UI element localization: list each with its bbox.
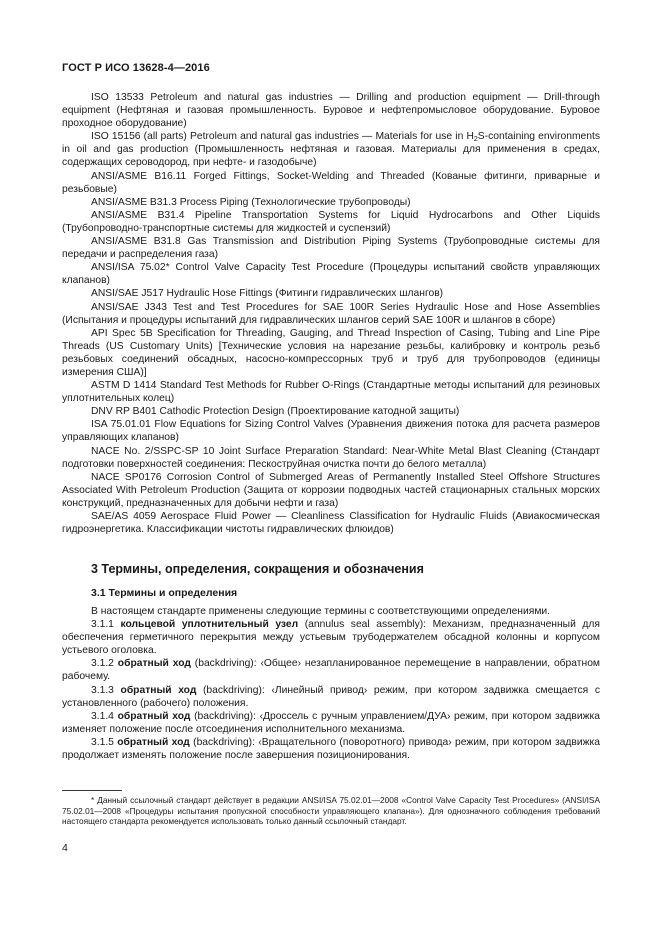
definition-text: (backdriving): ‹Вращательного (поворотного) привода› режим, при котором задвижка продолжает изменять положение после завершения позиционирования. xyxy=(62,736,600,762)
footnote xyxy=(62,795,600,827)
definition-term: кольцевой уплотнительный узел xyxy=(120,619,299,631)
reference-item: DNV RP B401 Cathodic Protection Design (Проектирование катодной защиты) xyxy=(91,406,460,418)
section-title: 3 Термины, определения, сокращения и обозначения xyxy=(91,562,424,576)
definition-text: (backdriving): ‹Общее› незапланированное перемещение в направлении, обратном рабочему. xyxy=(62,658,600,683)
reference-item: ANSI/ASME B31.3 Process Piping (Технологические трубопроводы) xyxy=(91,196,411,208)
document-header: ГОСТ Р ИСО 13628-4—2016 xyxy=(62,62,210,74)
definition-number: 3.1.4 xyxy=(91,710,114,722)
reference-item: ANSI/ASME B31.8 Gas Transmission and Distribution Piping Systems (Трубопроводные системы для передачи и распределения газа) xyxy=(62,236,600,261)
definition-item xyxy=(62,684,600,710)
definition-number: 3.1.5 xyxy=(91,736,114,748)
page-number: 4 xyxy=(62,842,68,854)
normative-references xyxy=(62,91,600,536)
definition-text: (backdriving): ‹Линейный привод› режим, при котором задвижка смещается с установленного (рабочего) положения. xyxy=(62,684,600,709)
reference-item: API Spec 5B Specification for Threading, Gauging, and Thread Inspection of Casing, Tubing and Line Pipe Threads (US Customary Units) [Технические условия на нарезание резьбы, калибровку и контроль резьб резьбовых соединений обсадных, насосно-компрессорных труб и труб для трубопроводов (единицы измерения США)] xyxy=(62,327,600,378)
definition-number: 3.1.3 xyxy=(91,684,114,696)
definition-number: 3.1.2 xyxy=(91,658,114,670)
reference-item: NACE No. 2/SSPC-SP 10 Joint Surface Preparation Standard: Near-White Metal Blast Cleaning (Стандарт подготовки поверхностей соединения: Пескоструйная очистка почти до белого металла) xyxy=(62,445,600,470)
reference-item: ISA 75.01.01 Flow Equations for Sizing Control Valves (Уравнения движения потока для расчета размеров управляющих клапанов) xyxy=(62,419,600,444)
reference-item: NACE SP0176 Corrosion Control of Submerged Areas of Permanently Installed Steel Offshore Structures Associated With Petroleum Production (Защита от коррозии подводных частей стационарных стальных морских конструкций, предназначенных для добычи нефти и газа) xyxy=(62,471,600,509)
definition-number: 3.1.1 xyxy=(91,619,114,631)
reference-item: SAE/AS 4059 Aerospace Fluid Power — Cleanliness Classification for Hydraulic Fluids (Авиакосмическая гидроэнергетика. Классификации чистоты гидравлических флюидов) xyxy=(62,511,600,536)
definition-item xyxy=(62,736,600,762)
footnote-text: * Данный ссылочный стандарт действует в редакции ANSI/ISA 75.02.01—2008 «Control Valve Capacity Test Procedures» (ANSI/ISA 75.02.01—2008 «Процедуры испытания пропускной способности управляющего клапана»). Для однозначного соблюдения требований настоящего стандарта рекомендуется использовать только данный ссылочный стандарт. xyxy=(62,795,600,827)
definition-text: (annulus seal assembly): Механизм, предназначенный для обеспечения герметичного перекрытия между устьевым трубодержателем обсадной колонны и корпусом устьевого оголовка. xyxy=(62,619,600,657)
definition-term: обратный ход xyxy=(117,710,191,722)
definition-term: обратный ход xyxy=(120,684,197,696)
reference-item: ASTM D 1414 Standard Test Methods for Rubber O-Rings (Стандартные методы испытаний для резиновых уплотнительных колец) xyxy=(62,380,600,405)
reference-item: ANSI/ISA 75.02* Control Valve Capacity Test Procedure (Процедуры испытаний свойств управляющих клапанов) xyxy=(62,262,600,287)
reference-item: ISO 15156 (all parts) Petroleum and natural gas industries — Materials for use in $H_2S$-containing environments in oil and gas production (Промышленность нефтяная и газовая. Материалы для применения в средах, содержащих сероводород, при нефте- и газодобыче) xyxy=(62,131,600,169)
definition-item xyxy=(62,657,600,683)
definition-item xyxy=(62,618,600,657)
subsection-title: 3.1 Термины и определения xyxy=(91,587,238,599)
definitions-list xyxy=(62,605,600,762)
definitions-intro: В настоящем стандарте применены следующие термины с соответствующими определениями. xyxy=(91,606,551,617)
definition-text: (backdriving): ‹Дроссель с ручным управлением/ДУА› режим, при котором задвижка изменяет положение после отсоединения исполнительного механизма. xyxy=(62,710,600,735)
reference-item: ANSI/ASME B16.11 Forged Fittings, Socket-Welding and Threaded (Кованые фитинги, приварные и резьбовые) xyxy=(62,170,600,195)
reference-item: ISO 13533 Petroleum and natural gas industries — Drilling and production equipment — Drill-through equipment (Нефтяная и газовая промышленность. Буровое и нефтепромысловое оборудование. Буровое проходное оборудование) xyxy=(62,92,600,130)
definition-item xyxy=(62,710,600,736)
reference-item: ANSI/SAE J517 Hydraulic Hose Fittings (Фитинги гидравлических шлангов) xyxy=(91,288,444,300)
reference-item: ANSI/ASME B31.4 Pipeline Transportation Systems for Liquid Hydrocarbons and Other Liquids (Трубопроводно-транспортные системы для жидкостей и суспензий) xyxy=(62,209,600,234)
reference-item: ANSI/SAE J343 Test and Test Procedures for SAE 100R Series Hydraulic Hose and Hose Assemblies (Испытания и процедуры испытаний для гидравлических шлангов серий SAE 100R и шлангов в сборе) xyxy=(62,301,600,326)
definition-term: обратный ход xyxy=(117,736,190,748)
definition-term: обратный ход xyxy=(117,658,191,670)
footnote-divider xyxy=(62,790,122,791)
